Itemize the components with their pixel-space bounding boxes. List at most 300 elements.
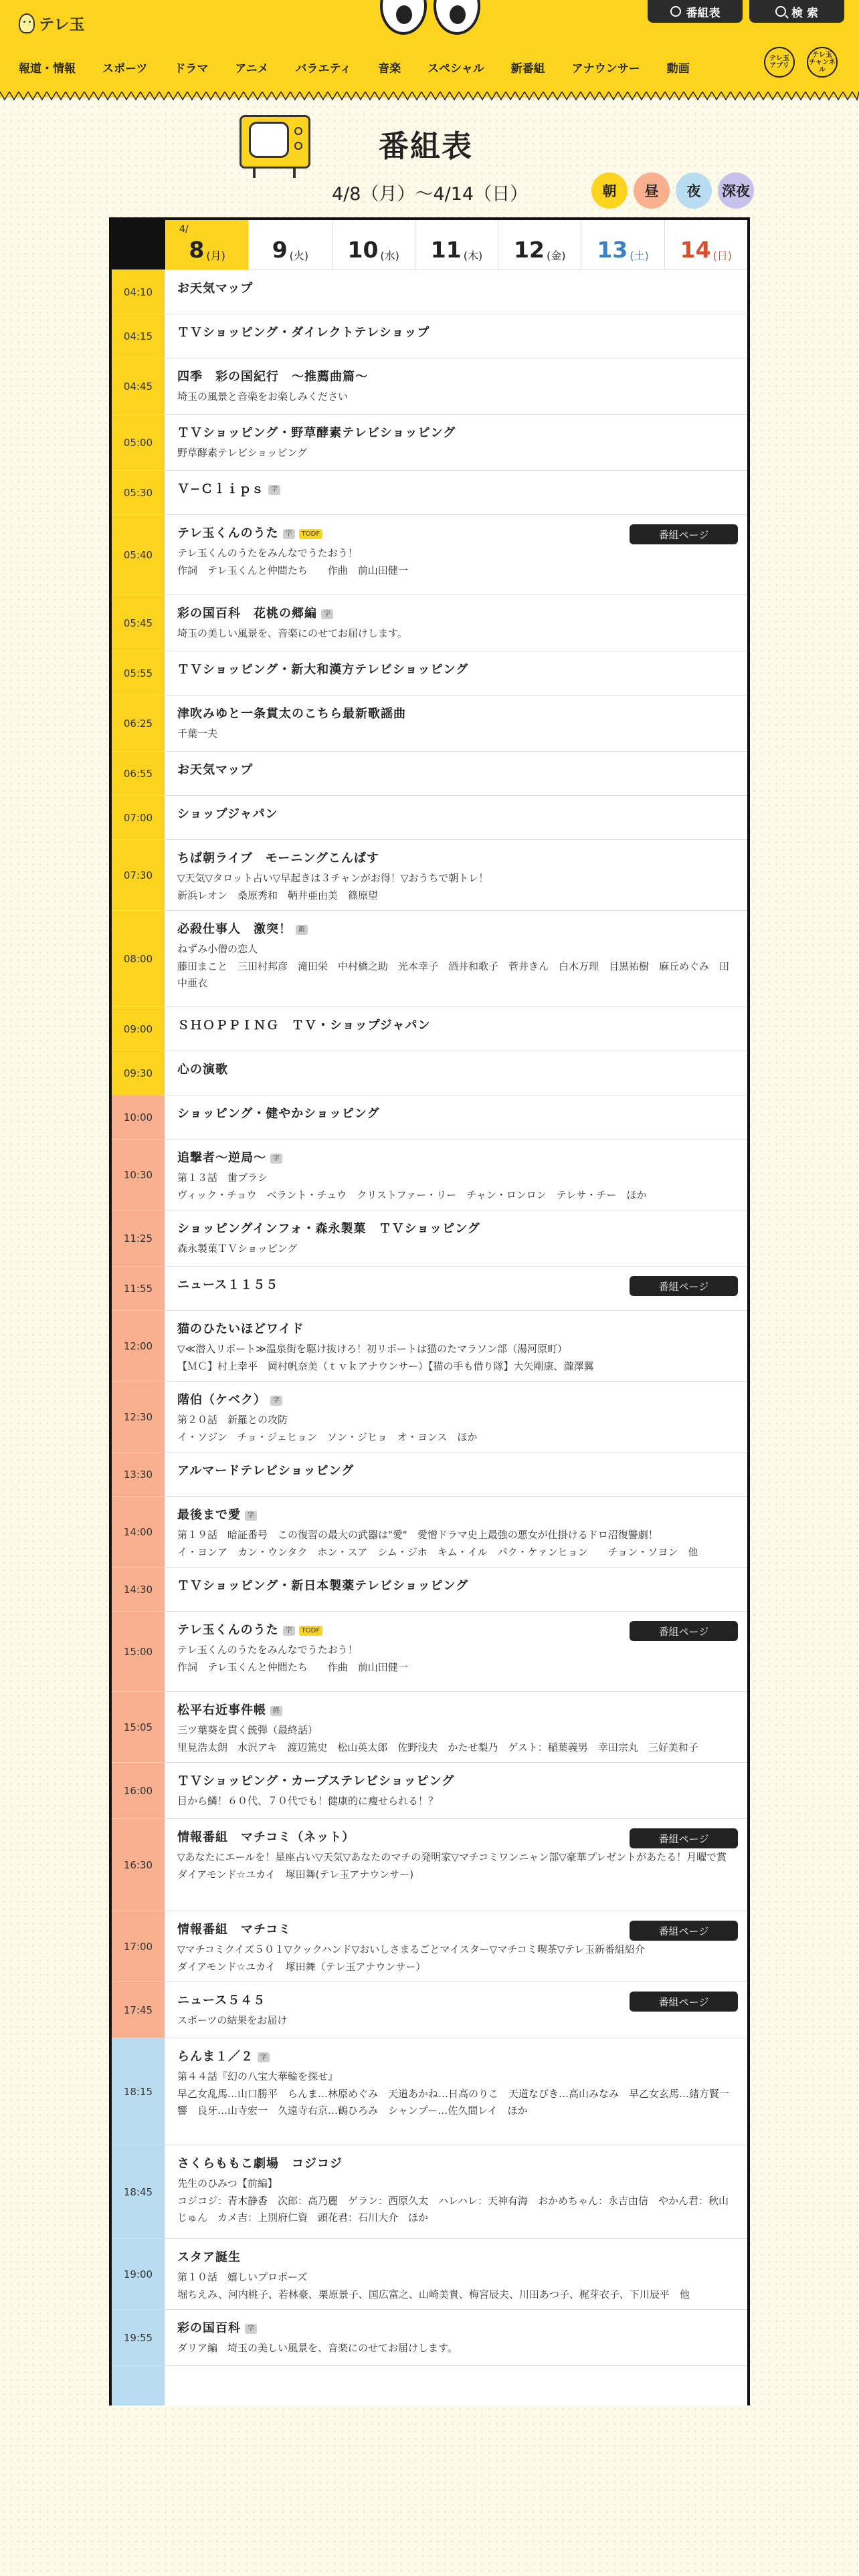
program-info <box>165 911 747 1006</box>
program-row[interactable] <box>112 1381 747 1452</box>
nav-item-announcers[interactable]: アナウンサー <box>571 62 640 76</box>
mascot-icon <box>19 13 35 33</box>
program-description-line: 埼玉の風景と音楽をお楽しみください <box>177 391 349 403</box>
program-description-line: 第４４話『幻の八宝大華輪を探せ』 <box>177 2070 339 2083</box>
program-title[interactable]: ＴＶショッピング・カーブステレビショッピング <box>177 1774 455 1788</box>
program-row[interactable] <box>112 1266 747 1310</box>
tod-noon-button[interactable]: 昼 <box>634 173 670 209</box>
program-row[interactable] <box>112 910 747 1006</box>
program-description <box>177 1341 735 1375</box>
program-title-line <box>177 369 735 385</box>
day-number: 12 <box>514 237 545 263</box>
program-time: 17:45 <box>112 1982 165 2038</box>
program-description <box>177 1170 735 1204</box>
program-time: 09:00 <box>112 1007 165 1051</box>
program-info <box>165 595 747 651</box>
program-time: 15:05 <box>112 1692 165 1762</box>
program-title[interactable]: お天気マップ <box>177 763 254 777</box>
program-description-line: 藤田まこと 三田村邦彦 滝田栄 中村橋之助 光本幸子 酒井和歌子 菅井きん 白木万理 目黒祐樹 麻丘めぐみ 田中亜衣 <box>177 960 730 990</box>
program-row[interactable] <box>112 1051 747 1095</box>
search-button[interactable] <box>749 0 844 23</box>
program-info <box>165 1210 747 1266</box>
program-description <box>177 2068 740 2120</box>
program-description-line: ▽天気▽タロット占い▽早起きは３チャンがお得！▽おうちで朝トレ！ <box>177 872 489 885</box>
program-description <box>177 1241 735 1258</box>
day-number: 14 <box>680 237 711 263</box>
program-row[interactable] <box>112 2238 747 2309</box>
program-description-line: 先生のひみつ【前編】 <box>177 2177 278 2190</box>
program-title[interactable]: アルマードテレビショッピング <box>177 1464 355 1478</box>
program-time: 16:00 <box>112 1763 165 1818</box>
program-description <box>177 2012 735 2030</box>
program-description <box>177 870 735 904</box>
program-row[interactable] <box>112 1095 747 1139</box>
program-description <box>177 1722 735 1756</box>
program-time: 14:30 <box>112 1568 165 1611</box>
program-tag-badge: 字 <box>268 485 280 495</box>
program-row[interactable] <box>112 1611 747 1691</box>
program-tag-badge: TODF <box>299 529 322 539</box>
app-badge[interactable]: テレ玉 アプリ <box>764 47 795 78</box>
program-title[interactable]: 松平右近事件帳 <box>177 1703 266 1717</box>
date-range: 4/8（月）〜4/14（日） <box>332 184 529 205</box>
program-info <box>165 1568 747 1611</box>
program-title-line <box>177 851 735 866</box>
program-row[interactable] <box>112 1006 747 1051</box>
program-title[interactable]: らんま１／２ <box>177 2050 254 2064</box>
program-title[interactable]: ＴＶショッピング・ダイレクトテレショップ <box>177 326 430 340</box>
program-title[interactable]: ＴＶショッピング・新日本製薬テレビショッピング <box>177 1579 469 1593</box>
program-time: 04:10 <box>112 270 165 314</box>
program-title-line <box>177 2156 735 2171</box>
program-tag-badge: 字 <box>245 2324 257 2334</box>
program-description-line: 埼玉の美しい風景を、音楽にのせてお届けします。 <box>177 627 407 640</box>
program-info <box>165 1612 747 1691</box>
program-description-line: 三ツ葉葵を貫く銃弾（最終話） <box>177 1724 318 1737</box>
program-title[interactable]: ＴＶショッピング・新大和漢方テレビショッピング <box>177 663 469 677</box>
search-icon <box>775 6 786 17</box>
nav-item-videos[interactable]: 動画 <box>666 62 690 76</box>
program-row[interactable] <box>112 314 747 358</box>
day-weekday: (木) <box>463 249 483 262</box>
day-tab[interactable] <box>332 220 415 270</box>
program-title-line <box>177 481 735 497</box>
clock-icon <box>670 6 681 17</box>
program-row[interactable] <box>112 414 747 470</box>
program-time: 07:00 <box>112 796 165 839</box>
program-title-line <box>177 1463 735 1479</box>
program-tag-badge: 字 <box>245 1511 257 1521</box>
program-tag-badge: 字 <box>321 609 333 619</box>
nav-item-new-programs[interactable]: 新番組 <box>510 62 545 76</box>
program-title[interactable]: ちば朝ライブ モーニングこんぱす <box>177 851 379 865</box>
program-title-line <box>177 1774 735 1789</box>
day-tab[interactable] <box>498 220 581 270</box>
schedule-list <box>109 270 750 2405</box>
program-description <box>177 2269 735 2303</box>
program-title[interactable]: 津吹みゆと一条貫太のこちら最新歌謡曲 <box>177 707 406 721</box>
program-row[interactable] <box>112 2309 747 2365</box>
day-tab[interactable] <box>581 220 664 270</box>
day-weekday: (月) <box>206 249 225 262</box>
program-page-button[interactable]: 番組ページ <box>630 1621 738 1641</box>
program-page-button[interactable]: 番組ページ <box>630 1992 738 2012</box>
program-tag-badge: 字 <box>283 1626 295 1636</box>
program-row[interactable] <box>112 1762 747 1818</box>
program-description-line: ▽あなたにエールを！星座占い▽天気▽あなたのマチの発明家▽マチコミワンニャン部▽豪華プレゼントがあたる！月曜で賞 <box>177 1851 727 1864</box>
program-info <box>165 1763 747 1818</box>
program-title-line <box>177 2321 735 2336</box>
program-title-line <box>177 1578 735 1594</box>
program-description-line: 野草酵素テレビショッピング <box>177 447 308 459</box>
nav-item-anime[interactable]: アニメ <box>235 62 269 76</box>
program-description-line: 第１３話 歯ブラシ <box>177 1172 268 1184</box>
program-info <box>165 2145 747 2238</box>
program-info <box>165 1095 747 1139</box>
program-tag-badge: 字 <box>258 2052 270 2062</box>
program-time: 19:55 <box>112 2310 165 2365</box>
program-title-line <box>177 1392 735 1408</box>
program-description-line: 早乙女乱馬…山口勝平 らんま…林原めぐみ 天道あかね…日高のりこ 天道なびき…高山みなみ 早乙女玄馬…緒方賢一 響 良牙…山寺宏一 久遠寺右京…鶴ひろみ シャンプー…佐久間レイ ほか <box>177 2087 740 2117</box>
program-time: 10:00 <box>112 1095 165 1139</box>
program-description-line: ダイアモンド☆ユカイ 塚田舞（テレ玉アナウンサー） <box>177 1960 426 1973</box>
program-info <box>165 1819 747 1911</box>
program-time: 11:55 <box>112 1267 165 1310</box>
day-number: 13 <box>597 237 628 263</box>
program-title-line <box>177 2049 735 2064</box>
program-time: 18:15 <box>112 2038 165 2145</box>
program-title[interactable]: 彩の国百科 花桃の郷編 <box>177 607 317 621</box>
program-description-line: 第１９話 暗証番号 この復習の最大の武器は"愛" 愛憎ドラマ史上最強の悪女が仕掛けるドロ沼復讐劇！ <box>177 1529 658 1541</box>
day-weekday: (水) <box>380 249 399 262</box>
program-description-line: 千葉一夫 <box>177 728 218 740</box>
program-row[interactable] <box>112 358 747 414</box>
program-info <box>165 1311 747 1381</box>
program-time: 05:45 <box>112 595 165 651</box>
program-time <box>112 2366 165 2405</box>
program-row[interactable] <box>112 839 747 910</box>
program-time: 12:30 <box>112 1382 165 1452</box>
program-title[interactable]: テレ玉くんのうた <box>177 1623 279 1637</box>
program-time: 09:30 <box>112 1051 165 1095</box>
program-title[interactable]: 情報番組 マチコミ <box>177 1923 292 1937</box>
program-row[interactable] <box>112 270 747 314</box>
nav-item-drama[interactable]: ドラマ <box>174 62 209 76</box>
program-info <box>165 515 747 595</box>
program-info <box>165 1140 747 1210</box>
program-title[interactable]: Ｖ−Ｃｌｉｐｓ <box>177 482 265 496</box>
program-description-line: テレ玉くんのうたをみんなでうたおう！ <box>177 547 358 560</box>
program-title-line <box>177 1221 735 1237</box>
program-time: 05:55 <box>112 651 165 695</box>
program-info <box>165 2239 747 2309</box>
program-time: 19:00 <box>112 2239 165 2309</box>
program-title[interactable]: 四季 彩の国紀行 〜推薦曲篇〜 <box>177 370 368 384</box>
program-description-line: コジコジ：青木静香 次郎：高乃麗 ゲラン：西原久太 ハレハレ：天神有海 おかめちゃん：永吉由信 やかん君：秋山じゅん カメ吉：上別府仁資 頭花君：石川大介 ほか <box>177 2194 729 2224</box>
program-info <box>165 314 747 358</box>
program-title[interactable]: 心の演歌 <box>177 1063 228 1077</box>
mascot-eyes-icon <box>380 0 480 35</box>
tod-night-button[interactable]: 夜 <box>676 173 712 209</box>
program-title-line <box>177 1507 735 1523</box>
day-number: 8 <box>189 237 205 263</box>
program-title-line <box>177 1062 735 1077</box>
program-description-line: ▽≪潜入リポート≫温泉街を駆け抜けろ！初リポートは猫のたマラソン部（湯河原町） <box>177 1343 567 1356</box>
program-time: 04:15 <box>112 314 165 358</box>
program-title[interactable]: ショッピングインフォ・森永製菓 ＴＶショッピング <box>177 1222 480 1236</box>
program-title[interactable]: ニュース５４５ <box>177 1994 266 2008</box>
program-description <box>177 1412 735 1446</box>
program-info <box>165 796 747 839</box>
nav-item-news[interactable]: 報道・情報 <box>19 62 76 76</box>
program-info <box>165 471 747 514</box>
program-row[interactable] <box>112 595 747 651</box>
program-info <box>165 1453 747 1496</box>
program-tag-badge: 字 <box>270 1154 282 1164</box>
program-time: 12:00 <box>112 1311 165 1381</box>
program-row[interactable] <box>112 2038 747 2145</box>
program-description-line: 目から鱗！６０代、７０代でも！健康的に痩せられる！？ <box>177 1795 439 1808</box>
program-info <box>165 840 747 910</box>
program-description-line: 作詞 テレ玉くんと仲間たち 作曲 前山田健一 <box>177 564 408 576</box>
program-description <box>177 1642 735 1676</box>
day-weekday: (金) <box>546 249 566 262</box>
program-time: 04:45 <box>112 358 165 414</box>
program-row[interactable] <box>112 514 747 595</box>
program-info <box>165 358 747 414</box>
program-row[interactable] <box>112 651 747 695</box>
program-tag-badge: 字 <box>270 1396 282 1406</box>
program-info <box>165 1982 747 2038</box>
program-info <box>165 270 747 314</box>
program-description-line: イ・ヨンア カン・ウンタク ホン・スア シム・ジホ キム・イル パク・ケァンヒョン チョン・ソヨン 他 <box>177 1545 698 1558</box>
tod-latenight-button[interactable]: 深夜 <box>718 173 754 209</box>
program-time: 18:45 <box>112 2145 165 2238</box>
program-row[interactable] <box>112 1452 747 1496</box>
nav-item-variety[interactable]: バラエティ <box>295 62 352 76</box>
program-title-line <box>177 1106 735 1121</box>
program-title-line <box>177 1703 735 1718</box>
program-page-button[interactable]: 番組ページ <box>630 524 738 544</box>
program-description-line: 作詞 テレ玉くんと仲間たち 作曲 前山田健一 <box>177 1660 408 1673</box>
program-row[interactable] <box>112 1567 747 1611</box>
day-weekday: (日) <box>712 249 733 262</box>
program-title[interactable]: 彩の国百科 <box>177 2321 241 2335</box>
program-time: 17:00 <box>112 1911 165 1981</box>
program-info <box>165 1007 747 1051</box>
program-time: 11:25 <box>112 1210 165 1266</box>
program-info <box>165 1267 747 1310</box>
program-row[interactable] <box>112 1818 747 1911</box>
program-title-line <box>177 606 735 621</box>
program-description-line: ダリア編 埼玉の美しい風景を、音楽にのせてお届けします。 <box>177 2342 458 2355</box>
program-info <box>165 752 747 795</box>
program-time: 05:40 <box>112 515 165 595</box>
site-logo[interactable] <box>19 12 85 34</box>
program-description <box>177 1849 735 1883</box>
program-title-line <box>177 1018 735 1033</box>
program-row[interactable] <box>112 1210 747 1266</box>
program-time: 10:30 <box>112 1140 165 1210</box>
tv-mascot-icon <box>240 115 310 177</box>
program-description-line: ねずみ小僧の恋人 <box>177 943 258 956</box>
program-title[interactable]: さくらももこ劇場 コジコジ <box>177 2157 343 2171</box>
program-info <box>165 695 747 751</box>
program-title-line <box>177 762 735 778</box>
program-time: 06:25 <box>112 695 165 751</box>
day-weekday: (火) <box>289 249 309 262</box>
day-number: 10 <box>347 237 379 263</box>
program-time: 06:55 <box>112 752 165 795</box>
program-row[interactable] <box>112 1911 747 1981</box>
program-description <box>177 1527 735 1561</box>
nav-item-sports[interactable]: スポーツ <box>102 62 148 76</box>
program-title-line <box>177 807 735 822</box>
program-info <box>165 2366 747 2405</box>
program-time: 05:00 <box>112 415 165 470</box>
program-description-line: 堀ちえみ、河内桃子、若林豪、栗原景子、国広富之、山崎美貴、梅宮辰夫、川田あつ子、梶芽衣子、下川辰平 他 <box>177 2288 690 2300</box>
program-info <box>165 1382 747 1452</box>
program-row[interactable] <box>112 2365 747 2405</box>
day-tabs-corner <box>112 220 165 270</box>
program-row[interactable] <box>112 1139 747 1210</box>
program-title[interactable]: 情報番組 マチコミ（ネット） <box>177 1830 355 1844</box>
program-time: 16:30 <box>112 1819 165 1911</box>
program-info <box>165 1692 747 1762</box>
program-row[interactable] <box>112 1310 747 1381</box>
program-title-line <box>177 325 735 340</box>
program-title-line <box>177 2250 735 2265</box>
program-title-line <box>177 1150 735 1166</box>
program-row[interactable] <box>112 795 747 839</box>
program-title[interactable]: ＴＶショッピング・野草酵素テレビショッピング <box>177 426 456 440</box>
program-tag-badge: 字 <box>283 529 295 539</box>
program-description <box>177 389 735 406</box>
program-info <box>165 1911 747 1981</box>
logo-text: テレ玉 <box>39 16 85 33</box>
program-description-line: 第２０話 新羅との攻防 <box>177 1414 288 1426</box>
program-title[interactable]: 追撃者〜逆局〜 <box>177 1151 266 1165</box>
program-row[interactable] <box>112 1691 747 1762</box>
program-description-line: 【ＭＣ】村上幸平 岡村帆奈美（ｔｖｋアナウンサー）【猫の手も借り隊】大矢剛康、瀧澤翼 <box>177 1360 594 1372</box>
program-title[interactable]: テレ玉くんのうた <box>177 526 279 540</box>
program-row[interactable] <box>112 2145 747 2238</box>
program-row[interactable] <box>112 1496 747 1567</box>
day-month: 4/ <box>179 224 189 235</box>
program-description-line: 第１０話 嬉しいプロポーズ <box>177 2271 308 2284</box>
program-title[interactable]: ショップジャパン <box>177 807 278 821</box>
program-title[interactable]: 必殺仕事人 激突！ <box>177 922 292 936</box>
program-description <box>177 445 735 462</box>
program-description-line: 新浜レオン 桑原秀和 鞆井亜由美 篠原望 <box>177 889 379 901</box>
day-tab[interactable] <box>248 220 331 270</box>
program-title[interactable]: 最後まで愛 <box>177 1508 241 1522</box>
program-time: 08:00 <box>112 911 165 1006</box>
program-title-line <box>177 1321 735 1337</box>
day-number: 11 <box>430 237 462 263</box>
nav-item-special[interactable]: スペシャル <box>427 62 484 76</box>
program-info <box>165 2038 747 2145</box>
program-title[interactable]: お天気マップ <box>177 282 254 296</box>
program-description <box>177 941 735 992</box>
program-row[interactable] <box>112 751 747 795</box>
program-time: 15:00 <box>112 1612 165 1691</box>
schedule-button[interactable] <box>648 0 743 23</box>
program-tag-badge: 新 <box>296 925 308 935</box>
program-time: 14:00 <box>112 1497 165 1567</box>
program-tag-badge: 終 <box>270 1706 282 1716</box>
program-title-line <box>177 281 735 296</box>
program-description <box>177 625 735 643</box>
program-description-line: テレ玉くんのうたをみんなでうたおう！ <box>177 1644 358 1656</box>
program-time: 13:30 <box>112 1453 165 1496</box>
day-tab[interactable] <box>165 220 248 270</box>
channel-badge[interactable]: テレ玉 チャンネル <box>807 47 838 78</box>
program-info <box>165 2310 747 2365</box>
program-title[interactable]: ＳＨＯＰＰＩＮＧ ＴＶ・ショップジャパン <box>177 1018 431 1033</box>
program-description <box>177 1941 735 1975</box>
schedule-button-label: 番組表 <box>686 6 721 20</box>
program-title-line <box>177 922 735 937</box>
program-title[interactable]: ショッピング・健やかショッピング <box>177 1107 380 1121</box>
program-description-line: ▽マチコミクイズ５０１▽クックハンド▽おいしさまるごとマイスター▽マチコミ喫茶▽テレ玉新番組紹介 <box>177 1943 645 1956</box>
program-description <box>177 1793 735 1810</box>
program-description-line: ヴィック・チョウ ベラント・チュウ クリストファー・リー チャン・ロンロン テレサ・チー ほか <box>177 1188 647 1201</box>
program-description-line: 森永製菓ＴＶショッピング <box>177 1243 298 1255</box>
program-description <box>177 545 735 579</box>
program-title-line <box>177 425 735 441</box>
main-nav <box>19 59 717 76</box>
program-row[interactable] <box>112 470 747 514</box>
program-page-button[interactable]: 番組ページ <box>630 1276 738 1296</box>
program-description-line: イ・ソジン チョ・ジェヒョン ソン・ジヒョ オ・ヨンス ほか <box>177 1430 478 1443</box>
site-header <box>0 0 859 98</box>
program-page-button[interactable]: 番組ページ <box>630 1921 738 1941</box>
search-button-label: 検 索 <box>791 6 818 20</box>
program-title-line <box>177 706 735 722</box>
program-description-line: ダイアモンド☆ユカイ 塚田舞(テレ玉アナウンサー) <box>177 1868 414 1881</box>
program-title[interactable]: 階伯（ケベク） <box>177 1393 266 1407</box>
day-tab[interactable] <box>415 220 498 270</box>
program-info <box>165 1497 747 1567</box>
program-title[interactable]: スタア誕生 <box>177 2250 241 2264</box>
program-row[interactable] <box>112 1981 747 2038</box>
program-info <box>165 1051 747 1095</box>
program-title[interactable]: ニュース１１５５ <box>177 1278 279 1292</box>
tod-morning-button[interactable]: 朝 <box>591 173 628 209</box>
program-description-line: 里見浩太朗 水沢アキ 渡辺篤史 松山英太郎 佐野浅夫 かたせ梨乃 ゲスト：稲葉義男 幸田宗丸 三好美和子 <box>177 1741 698 1753</box>
program-time: 07:30 <box>112 840 165 910</box>
day-tabs <box>109 217 750 270</box>
program-page-button[interactable]: 番組ページ <box>630 1828 738 1848</box>
program-title[interactable]: 猫のひたいほどワイド <box>177 1322 304 1336</box>
program-title-line <box>177 662 735 677</box>
day-number: 9 <box>272 237 288 263</box>
program-info <box>165 415 747 470</box>
day-weekday: (土) <box>630 249 649 262</box>
program-tag-badge: TODF <box>299 1626 322 1636</box>
program-description <box>177 726 735 743</box>
program-description <box>177 2175 735 2227</box>
day-tab[interactable] <box>664 220 747 270</box>
program-description-line: スポーツの結果をお届け <box>177 2014 288 2027</box>
program-info <box>165 651 747 695</box>
program-row[interactable] <box>112 695 747 751</box>
program-time: 05:30 <box>112 471 165 514</box>
program-description <box>177 2340 735 2357</box>
nav-item-music[interactable]: 音楽 <box>378 62 401 76</box>
page-title: 番組表 <box>379 128 474 164</box>
